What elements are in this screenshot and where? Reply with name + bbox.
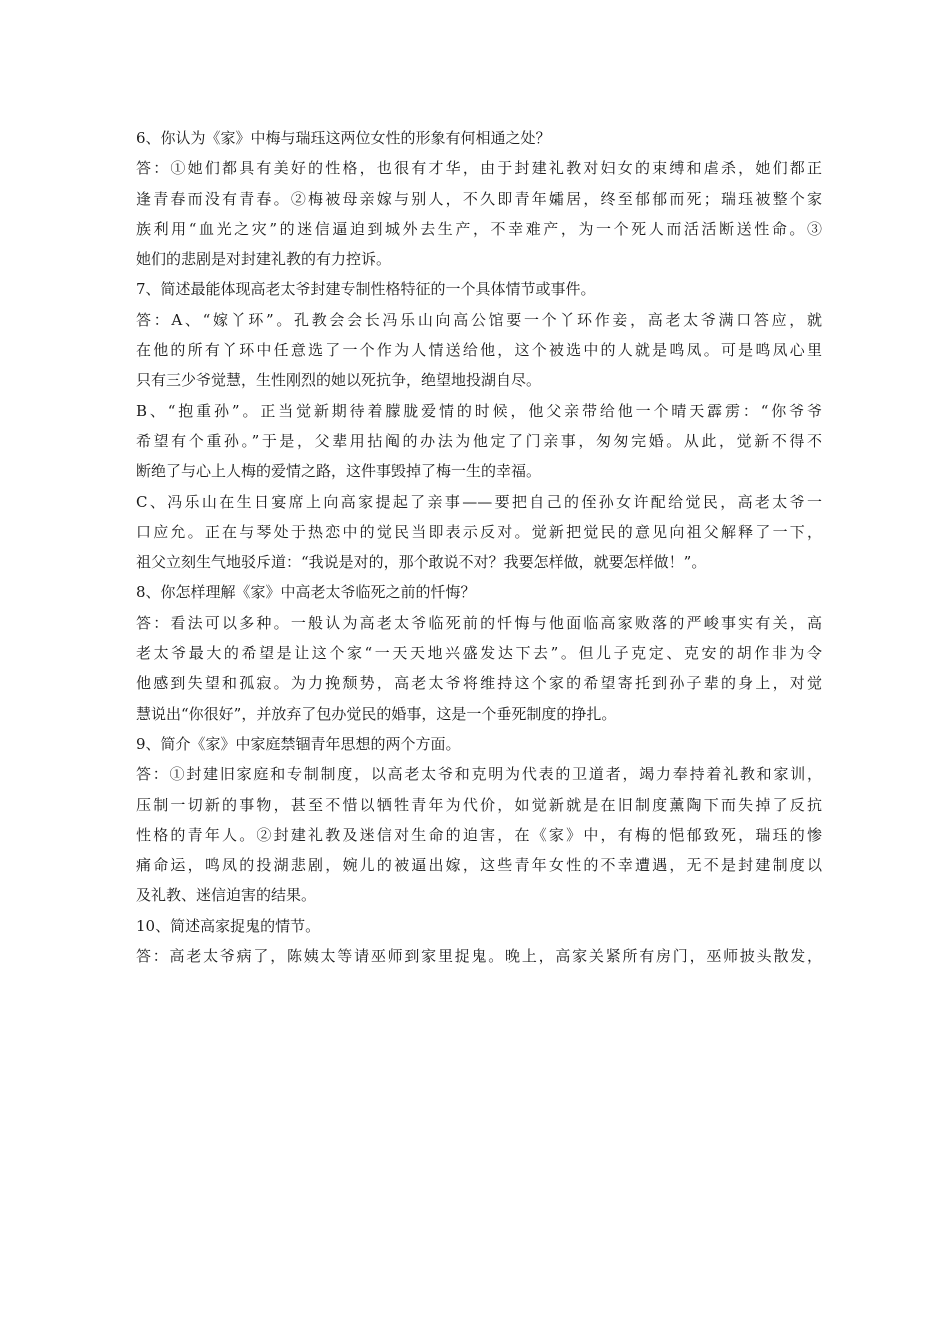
answer-6-line-3: 族利用“血光之灾”的迷信逼迫到城外去生产，不幸难产，为一个死人而活活断送性命。③: [136, 219, 822, 238]
document-body: [136, 123, 822, 971]
answer-8-line-4: 慧说出“你很好”，并放弃了包办觉民的婚事，这是一个垂死制度的挣扎。: [136, 704, 617, 723]
answer-10-line-1: 答：高老太爷病了，陈姨太等请巫师到家里捉鬼。晚上，高家关紧所有房门，巫师披头散发，: [136, 947, 822, 966]
question-10: 10、简述高家捉鬼的情节。: [136, 916, 321, 935]
answer-7c-line-2: 口应允。正在与琴处于热恋中的觉民当即表示反对。觉新把觉民的意见向祖父解释了一下，: [136, 522, 822, 541]
answer-7b-line-1: B、“抱重孙”。正当觉新期待着朦胧爱情的时候，他父亲带给他一个晴天霹雳：“你爷爷: [136, 401, 822, 420]
question-8: 8、你怎样理解《家》中高老太爷临死之前的忏悔？: [136, 583, 476, 602]
answer-6-line-4: 她们的悲剧是对封建礼教的有力控诉。: [136, 250, 392, 269]
answer-8-line-3: 他感到失望和孤寂。为力挽颓势，高老太爷将维持这个家的希望寄托到孙子辈的身上，对觉: [136, 674, 822, 693]
question-6: 6、你认为《家》中梅与瑞珏这两位女性的形象有何相通之处？: [136, 129, 551, 147]
answer-7a-line-1: 答：A、“嫁丫环”。孔教会会长冯乐山向高公馆要一个丫环作妾，高老太爷满口答应，就: [136, 310, 822, 329]
answer-6-line-2: 逢青春而没有青春。②梅被母亲嫁与别人，不久即青年孀居，终至郁郁而死；瑞珏被整个家: [136, 189, 822, 208]
answer-7a-line-3: 只有三少爷觉慧，生性刚烈的她以死抗争，绝望地投湖自尽。: [136, 371, 542, 390]
answer-8-line-2: 老太爷最大的希望是让这个家“一天天地兴盛发达下去”。但儿子克定、克安的胡作非为令: [136, 644, 822, 663]
answer-7b-line-3: 断绝了与心上人梅的爱情之路，这件事毁掉了梅一生的幸福。: [136, 462, 542, 481]
answer-8-line-1: 答：看法可以多种。一般认为高老太爷临死前的忏悔与他面临高家败落的严峻事实有关，高: [136, 613, 822, 632]
answer-9-line-2: 压制一切新的事物，甚至不惜以牺牲青年为代价，如觉新就是在旧制度薰陶下而失掉了反抗: [136, 795, 822, 814]
answer-7c-line-1: C、冯乐山在生日宴席上向高家提起了亲事——要把自己的侄孙女许配给觉民，高老太爷一: [136, 492, 822, 511]
answer-7c-line-3: 祖父立刻生气地驳斥道：“我说是对的，那个敢说不对？我要怎样做，就要怎样做！”。: [136, 553, 707, 572]
answer-9-line-1: 答：①封建旧家庭和专制制度，以高老太爷和克明为代表的卫道者，竭力奉持着礼教和家训，: [136, 765, 822, 784]
answer-9-line-5: 及礼教、迷信迫害的结果。: [136, 886, 317, 905]
answer-6-line-1: 答：①她们都具有美好的性格，也很有才华，由于封建礼教对妇女的束缚和虐杀，她们都正: [136, 159, 822, 178]
answer-7b-line-2: 希望有个重孙。”于是，父辈用拈阄的办法为他定了门亲事，匆匆完婚。从此，觉新不得不: [136, 431, 822, 450]
answer-9-line-3: 性格的青年人。②封建礼教及迷信对生命的迫害，在《家》中，有梅的悒郁致死，瑞珏的惨: [136, 825, 822, 844]
answer-9-line-4: 痛命运，鸣凤的投湖悲剧，婉儿的被逼出嫁，这些青年女性的不幸遭遇，无不是封建制度以: [136, 856, 822, 875]
question-9: 9、简介《家》中家庭禁锢青年思想的两个方面。: [136, 734, 461, 753]
question-7: 7、简述最能体现高老太爷封建专制性格特征的一个具体情节或事件。: [136, 280, 596, 299]
answer-7a-line-2: 在他的所有丫环中任意选了一个作为人情送给他，这个被选中的人就是鸣凤。可是鸣凤心里: [136, 341, 822, 360]
